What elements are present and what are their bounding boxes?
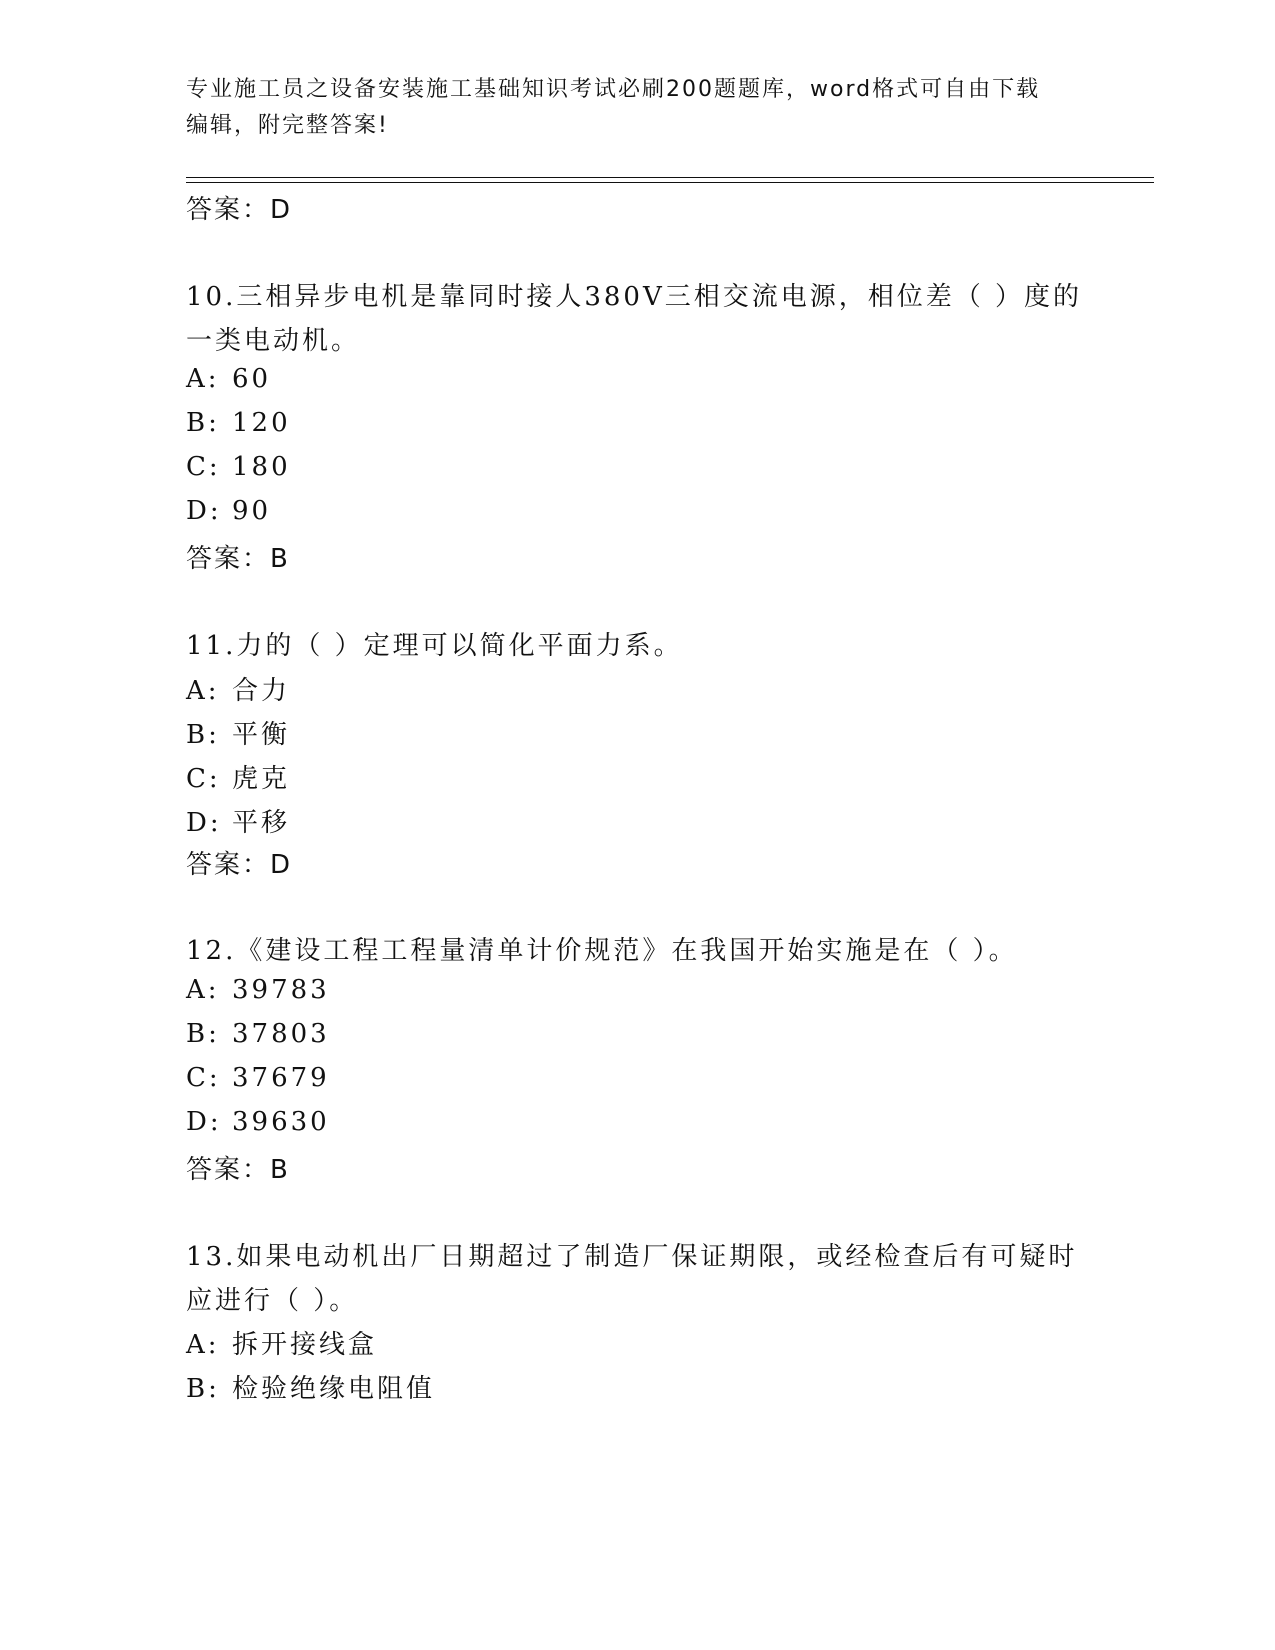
option-row	[186, 714, 290, 751]
option-row	[186, 1019, 330, 1049]
question-stem: 10.三相异步电机是靠同时接人380V三相交流电源，相位差（ ）度的	[186, 282, 1083, 312]
option-letter: D:	[186, 808, 222, 838]
option-text: 90	[232, 496, 272, 526]
option-row	[186, 1107, 330, 1137]
option-text: 39783	[232, 975, 330, 1005]
option-row	[186, 408, 291, 438]
option-row	[186, 975, 330, 1005]
option-row	[186, 452, 291, 482]
option-row	[186, 802, 290, 839]
option-letter: C:	[186, 1063, 221, 1093]
option-letter: C:	[186, 452, 221, 482]
option-letter: A:	[186, 975, 220, 1005]
answer-line: 答案：D	[186, 850, 293, 880]
header-line-2: 编辑，附完整答案!	[186, 113, 389, 138]
option-letter: B:	[186, 1019, 220, 1049]
option-row	[186, 1368, 435, 1405]
option-letter: D:	[186, 1107, 222, 1137]
option-letter: A:	[186, 364, 220, 394]
option-text: 180	[232, 452, 291, 482]
option-row	[186, 496, 271, 526]
document-header	[186, 72, 1066, 144]
option-row	[186, 1324, 377, 1361]
option-letter: B:	[186, 720, 220, 750]
option-row	[186, 670, 290, 707]
question-stem: 11.力的（ ）定理可以简化平面力系。	[186, 631, 683, 661]
option-text: 39630	[232, 1107, 330, 1137]
header-line-1: 专业施工员之设备安装施工基础知识考试必刷200题题库，word格式可自由下载	[186, 77, 1041, 102]
option-text: 平移	[232, 808, 291, 838]
option-text: 拆开接线盒	[232, 1330, 378, 1360]
question-stem: 13.如果电动机出厂日期超过了制造厂保证期限，或经检查后有可疑时	[186, 1242, 1078, 1272]
option-text: 37679	[232, 1063, 330, 1093]
option-letter: A:	[186, 1330, 220, 1360]
option-text: 120	[232, 408, 291, 438]
answer-line: 答案：B	[186, 544, 290, 574]
option-text: 合力	[232, 676, 291, 706]
option-letter: D:	[186, 496, 222, 526]
option-text: 37803	[232, 1019, 330, 1049]
option-text: 60	[232, 364, 272, 394]
option-text: 检验绝缘电阻值	[232, 1374, 436, 1404]
question-stem: 12.《建设工程工程量清单计价规范》在我国开始实施是在（ ）。	[186, 936, 1018, 966]
option-letter: B:	[186, 1374, 220, 1404]
option-row	[186, 758, 290, 795]
option-text: 平衡	[232, 720, 291, 750]
option-row	[186, 364, 271, 394]
answer-line: 答案：D	[186, 195, 293, 225]
option-text: 虎克	[232, 764, 291, 794]
option-letter: A:	[186, 676, 220, 706]
option-letter: B:	[186, 408, 220, 438]
header-divider-bottom	[186, 182, 1154, 183]
option-row	[186, 1063, 330, 1093]
question-stem-cont: 一类电动机。	[186, 326, 361, 356]
answer-line: 答案：B	[186, 1155, 290, 1185]
option-letter: C:	[186, 764, 221, 794]
question-stem-cont: 应进行（ ）。	[186, 1286, 359, 1316]
header-divider-top	[186, 177, 1154, 178]
